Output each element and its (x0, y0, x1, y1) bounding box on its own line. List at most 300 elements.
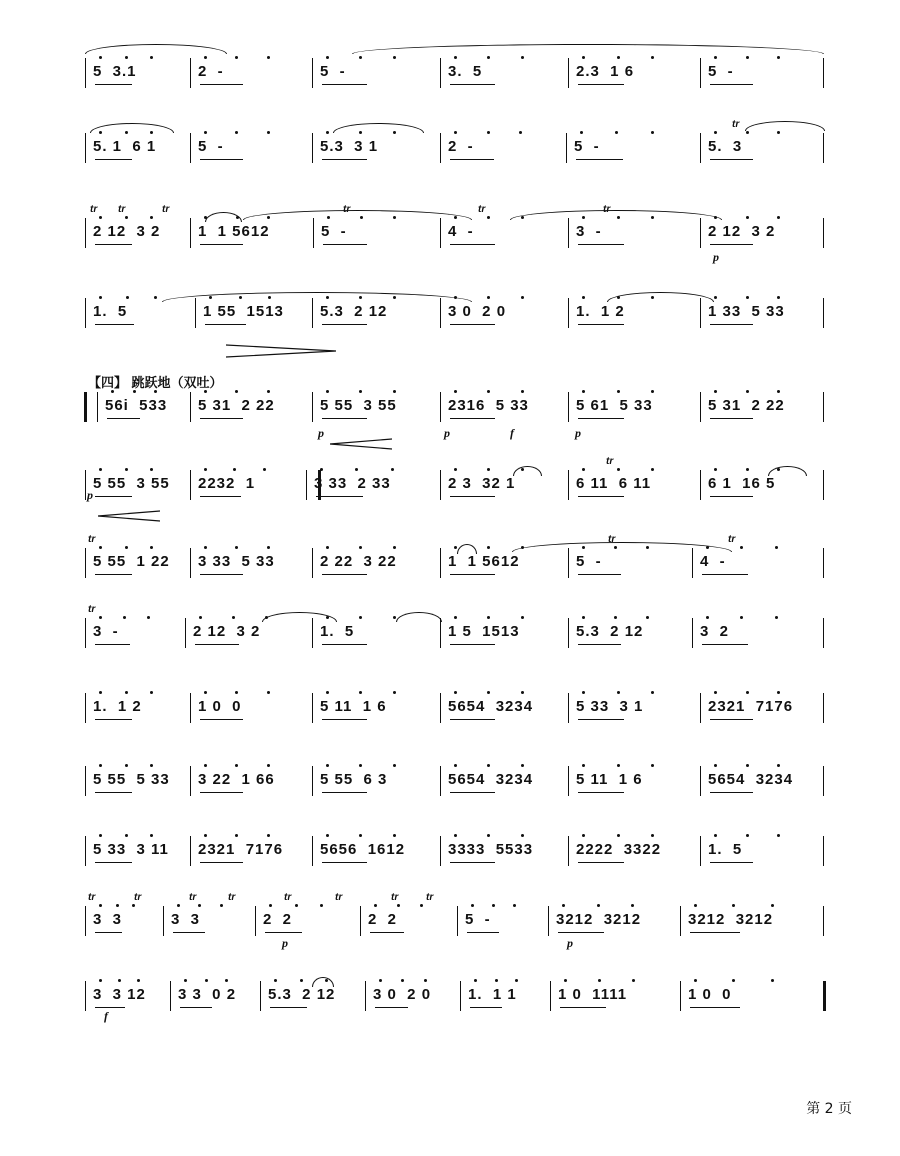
barline (163, 906, 164, 936)
barline (700, 133, 701, 163)
barline (255, 906, 256, 936)
beam-underline (200, 862, 243, 863)
measure: 2316 5 33 (448, 397, 529, 414)
beam-underline (710, 496, 753, 497)
octave-dot (515, 979, 518, 982)
octave-dot (714, 390, 717, 393)
trill-mark: tr (732, 119, 740, 130)
beam-underline (690, 932, 740, 933)
octave-dot (714, 131, 717, 134)
measure: 5.3 2 12 (576, 623, 644, 640)
beam-underline (710, 324, 753, 325)
barline (457, 906, 458, 936)
slur-arc (512, 542, 732, 552)
beam-underline (578, 244, 624, 245)
beam-underline (710, 84, 753, 85)
octave-dot (393, 764, 396, 767)
octave-dot (379, 979, 382, 982)
barline (440, 693, 441, 723)
octave-dot (401, 979, 404, 982)
barline (823, 58, 824, 88)
beam-underline (95, 324, 134, 325)
barline (312, 618, 313, 648)
octave-dot (487, 834, 490, 837)
barline (313, 218, 314, 248)
octave-dot (617, 691, 620, 694)
barline (312, 766, 313, 796)
octave-dot (235, 764, 238, 767)
score-system (0, 204, 900, 264)
octave-dot (614, 616, 617, 619)
measure: 3 3 (171, 911, 201, 928)
octave-dot (513, 904, 516, 907)
beam-underline (200, 159, 243, 160)
beam-underline (470, 1007, 502, 1008)
octave-dot (562, 904, 565, 907)
octave-dot (487, 296, 490, 299)
barline (306, 470, 307, 500)
slur-arc (85, 44, 227, 54)
measure: 2 2 (263, 911, 293, 928)
barline (568, 298, 569, 328)
octave-dot (617, 468, 620, 471)
octave-dot (397, 904, 400, 907)
octave-dot (267, 691, 270, 694)
octave-dot (519, 131, 522, 134)
barline (85, 836, 86, 866)
measure: 3212 3212 (688, 911, 774, 928)
measure: 3 3 0 2 (178, 986, 237, 1003)
barline (85, 470, 86, 500)
barline (700, 392, 701, 422)
octave-dot (487, 691, 490, 694)
dynamic-mark: p (567, 936, 573, 950)
octave-dot (651, 834, 654, 837)
octave-dot (326, 131, 329, 134)
barline (260, 981, 261, 1011)
octave-dot (582, 56, 585, 59)
octave-dot (393, 56, 396, 59)
barline (360, 906, 361, 936)
octave-dot (487, 216, 490, 219)
beam-underline (95, 84, 132, 85)
dynamic-mark: p (444, 426, 450, 440)
octave-dot (125, 546, 128, 549)
beam-underline (322, 862, 367, 863)
barline (568, 392, 569, 422)
octave-dot (204, 691, 207, 694)
octave-dot (116, 904, 119, 907)
measure: 1. 1 2 (93, 698, 142, 715)
octave-dot (492, 904, 495, 907)
measure: 5 - (708, 63, 734, 80)
score-system (0, 836, 900, 866)
octave-dot (150, 764, 153, 767)
measure: 1 5 1513 (448, 623, 520, 640)
trill-mark: tr (426, 892, 434, 903)
barline (692, 548, 693, 578)
measure: 4 - (700, 553, 726, 570)
dynamic-mark: f (510, 426, 514, 440)
octave-dot (714, 468, 717, 471)
octave-dot (393, 834, 396, 837)
dynamic-mark: f (104, 1009, 108, 1023)
beam-underline (322, 644, 367, 645)
beam-underline (560, 1007, 606, 1008)
octave-dot (521, 56, 524, 59)
measure: 5 33 3 11 (93, 841, 169, 858)
beam-underline (95, 932, 122, 933)
measure: 2321 7176 (198, 841, 284, 858)
measure: 5 55 3 55 (320, 397, 397, 414)
slur-arc (90, 123, 174, 133)
octave-dot (582, 616, 585, 619)
measure: 5. 3 (708, 138, 743, 155)
barline (568, 618, 569, 648)
beam-underline (578, 418, 624, 419)
octave-dot (615, 131, 618, 134)
measure: 3 0 2 0 (448, 303, 507, 320)
octave-dot (651, 131, 654, 134)
octave-dot (746, 56, 749, 59)
barline (568, 766, 569, 796)
trill-mark: tr (162, 204, 170, 215)
trill-mark: tr (88, 604, 96, 615)
beam-underline (450, 792, 495, 793)
measure: 3 3 12 (93, 986, 146, 1003)
octave-dot (99, 904, 102, 907)
barline (823, 133, 824, 163)
measure: 3 33 5 33 (198, 553, 275, 570)
octave-dot (359, 56, 362, 59)
score-system (0, 981, 900, 1023)
beam-underline (323, 244, 367, 245)
octave-dot (420, 904, 423, 907)
octave-dot (777, 390, 780, 393)
beam-underline (322, 418, 367, 419)
octave-dot (454, 468, 457, 471)
octave-dot (99, 56, 102, 59)
beam-underline (578, 324, 624, 325)
octave-dot (582, 764, 585, 767)
octave-dot (582, 468, 585, 471)
octave-dot (732, 979, 735, 982)
trill-mark: tr (335, 892, 343, 903)
slur-arc (312, 977, 334, 987)
barline (566, 133, 567, 163)
beam-underline (702, 644, 748, 645)
beam-underline (322, 792, 367, 793)
measure: 2 3 32 1 (448, 475, 516, 492)
beam-underline (322, 84, 367, 85)
beam-underline (200, 244, 243, 245)
octave-dot (235, 56, 238, 59)
octave-dot (564, 979, 567, 982)
barline (692, 618, 693, 648)
score-system (0, 298, 900, 328)
octave-dot (651, 468, 654, 471)
beam-underline (576, 159, 623, 160)
octave-dot (263, 468, 266, 471)
octave-dot (454, 390, 457, 393)
page-number: 第 2 页 (806, 1101, 852, 1117)
beam-underline (180, 1007, 212, 1008)
octave-dot (150, 216, 153, 219)
octave-dot (454, 834, 457, 837)
octave-dot (597, 904, 600, 907)
octave-dot (269, 904, 272, 907)
octave-dot (771, 979, 774, 982)
barline (85, 693, 86, 723)
octave-dot (580, 131, 583, 134)
octave-dot (777, 216, 780, 219)
octave-dot (495, 979, 498, 982)
octave-dot (651, 764, 654, 767)
barline (312, 298, 313, 328)
octave-dot (99, 691, 102, 694)
beam-underline (578, 792, 624, 793)
octave-dot (125, 691, 128, 694)
octave-dot (326, 56, 329, 59)
octave-dot (132, 904, 135, 907)
octave-dot (771, 904, 774, 907)
octave-dot (598, 979, 601, 982)
measure: 2 12 3 2 (708, 223, 776, 240)
octave-dot (454, 691, 457, 694)
octave-dot (125, 56, 128, 59)
barline (440, 836, 441, 866)
barline (823, 218, 824, 248)
octave-dot (487, 764, 490, 767)
barline (190, 836, 191, 866)
octave-dot (521, 691, 524, 694)
barline (190, 470, 191, 500)
measure: 5 31 2 22 (198, 397, 275, 414)
barline (190, 133, 191, 163)
beam-underline (322, 574, 367, 575)
octave-dot (326, 764, 329, 767)
beam-underline (450, 862, 495, 863)
octave-dot (393, 616, 396, 619)
barline (823, 470, 824, 500)
barline (440, 58, 441, 88)
measure: 6 11 6 11 (576, 475, 652, 492)
beam-underline (200, 496, 241, 497)
crescendo-hairpin (330, 438, 392, 450)
barline (440, 618, 441, 648)
measure: 6 1 16 5 (708, 475, 776, 492)
beam-underline (322, 324, 367, 325)
measure: 2 - (448, 138, 474, 155)
measure: 5654 3234 (448, 698, 534, 715)
octave-dot (99, 468, 102, 471)
dynamic-mark: p (575, 426, 581, 440)
octave-dot (474, 979, 477, 982)
beam-underline (578, 644, 621, 645)
barline (700, 298, 701, 328)
measure: 1. 5 (320, 623, 355, 640)
octave-dot (177, 904, 180, 907)
octave-dot (746, 216, 749, 219)
octave-dot (521, 296, 524, 299)
dynamic-mark: p (87, 488, 93, 502)
octave-dot (582, 296, 585, 299)
octave-dot (300, 979, 303, 982)
barline (823, 618, 824, 648)
measure: 5. 1 6 1 (93, 138, 157, 155)
octave-dot (267, 764, 270, 767)
octave-dot (777, 834, 780, 837)
beam-underline (710, 792, 753, 793)
barline (440, 470, 441, 500)
octave-dot (126, 296, 129, 299)
measure: 2 12 3 2 (93, 223, 161, 240)
measure: 2 - (198, 63, 224, 80)
octave-dot (617, 764, 620, 767)
octave-dot (714, 764, 717, 767)
octave-dot (235, 131, 238, 134)
barline (312, 58, 313, 88)
beam-underline (200, 574, 243, 575)
measure: 5 - (576, 553, 602, 570)
octave-dot (777, 131, 780, 134)
barline (700, 470, 701, 500)
octave-dot (487, 390, 490, 393)
octave-dot (646, 616, 649, 619)
measure: 1 33 5 33 (708, 303, 785, 320)
octave-dot (740, 546, 743, 549)
octave-dot (220, 904, 223, 907)
octave-dot (359, 390, 362, 393)
beam-underline (375, 1007, 408, 1008)
beam-underline (467, 932, 499, 933)
barline (700, 766, 701, 796)
octave-dot (632, 979, 635, 982)
measure: 5 - (321, 223, 347, 240)
score-system (0, 693, 900, 723)
barline (548, 906, 549, 936)
octave-dot (235, 691, 238, 694)
barline (568, 548, 569, 578)
beam-underline (95, 496, 132, 497)
measure: 3 33 2 33 (314, 475, 391, 492)
barline (85, 133, 86, 163)
octave-dot (521, 764, 524, 767)
barline (85, 298, 86, 328)
octave-dot (123, 616, 126, 619)
barline (85, 58, 86, 88)
barline (568, 836, 569, 866)
measure: 5 3.1 (93, 63, 137, 80)
beam-underline (200, 792, 243, 793)
measure: 5 55 5 33 (93, 771, 170, 788)
trill-mark: tr (88, 892, 96, 903)
octave-dot (746, 834, 749, 837)
barline (823, 766, 824, 796)
barline (312, 133, 313, 163)
octave-dot (777, 56, 780, 59)
beam-underline (578, 496, 624, 497)
octave-dot (267, 546, 270, 549)
barline (440, 548, 441, 578)
octave-dot (631, 904, 634, 907)
octave-dot (235, 390, 238, 393)
trill-mark: tr (118, 204, 126, 215)
octave-dot (706, 616, 709, 619)
beam-underline (322, 719, 367, 720)
beam-underline (710, 418, 753, 419)
beam-underline (710, 719, 753, 720)
octave-dot (487, 546, 490, 549)
octave-dot (775, 546, 778, 549)
score-system (0, 534, 900, 578)
octave-dot (454, 56, 457, 59)
octave-dot (694, 979, 697, 982)
octave-dot (235, 834, 238, 837)
slur-arc (205, 212, 242, 222)
octave-dot (746, 691, 749, 694)
measure: 5.3 3 1 (320, 138, 379, 155)
measure: 1. 5 (708, 841, 743, 858)
barline (440, 298, 441, 328)
measure: 5 33 3 1 (576, 698, 644, 715)
octave-dot (740, 616, 743, 619)
octave-dot (487, 131, 490, 134)
barline (170, 981, 171, 1011)
octave-dot (99, 546, 102, 549)
measure: 5654 3234 (448, 771, 534, 788)
measure: 5 55 3 55 (93, 475, 170, 492)
octave-dot (150, 691, 153, 694)
barline (440, 133, 441, 163)
barline (190, 58, 191, 88)
trill-mark: tr (728, 534, 736, 545)
octave-dot (150, 834, 153, 837)
measure: 5.3 2 12 (268, 986, 336, 1003)
octave-dot (714, 691, 717, 694)
octave-dot (320, 904, 323, 907)
octave-dot (714, 296, 717, 299)
octave-dot (471, 904, 474, 907)
repeat-barline (84, 392, 87, 422)
section-heading: 【四】 跳跃地（双吐） (88, 376, 223, 391)
measure: 5 11 1 6 (320, 698, 387, 715)
barline (440, 766, 441, 796)
barline (85, 906, 86, 936)
octave-dot (355, 468, 358, 471)
measure: 3333 5533 (448, 841, 534, 858)
barline (312, 548, 313, 578)
slur-arc (352, 44, 824, 54)
barline (568, 693, 569, 723)
octave-dot (359, 616, 362, 619)
octave-dot (714, 56, 717, 59)
trill-mark: tr (603, 204, 611, 215)
trill-mark: tr (343, 204, 351, 215)
octave-dot (199, 616, 202, 619)
beam-underline (450, 644, 495, 645)
score-system (0, 392, 900, 440)
octave-dot (225, 979, 228, 982)
measure: 1 1 5612 (198, 223, 270, 240)
beam-underline (450, 244, 495, 245)
octave-dot (777, 764, 780, 767)
barline (312, 392, 313, 422)
octave-dot (267, 56, 270, 59)
slur-arc (162, 292, 472, 302)
octave-dot (777, 296, 780, 299)
slur-arc (396, 612, 442, 622)
